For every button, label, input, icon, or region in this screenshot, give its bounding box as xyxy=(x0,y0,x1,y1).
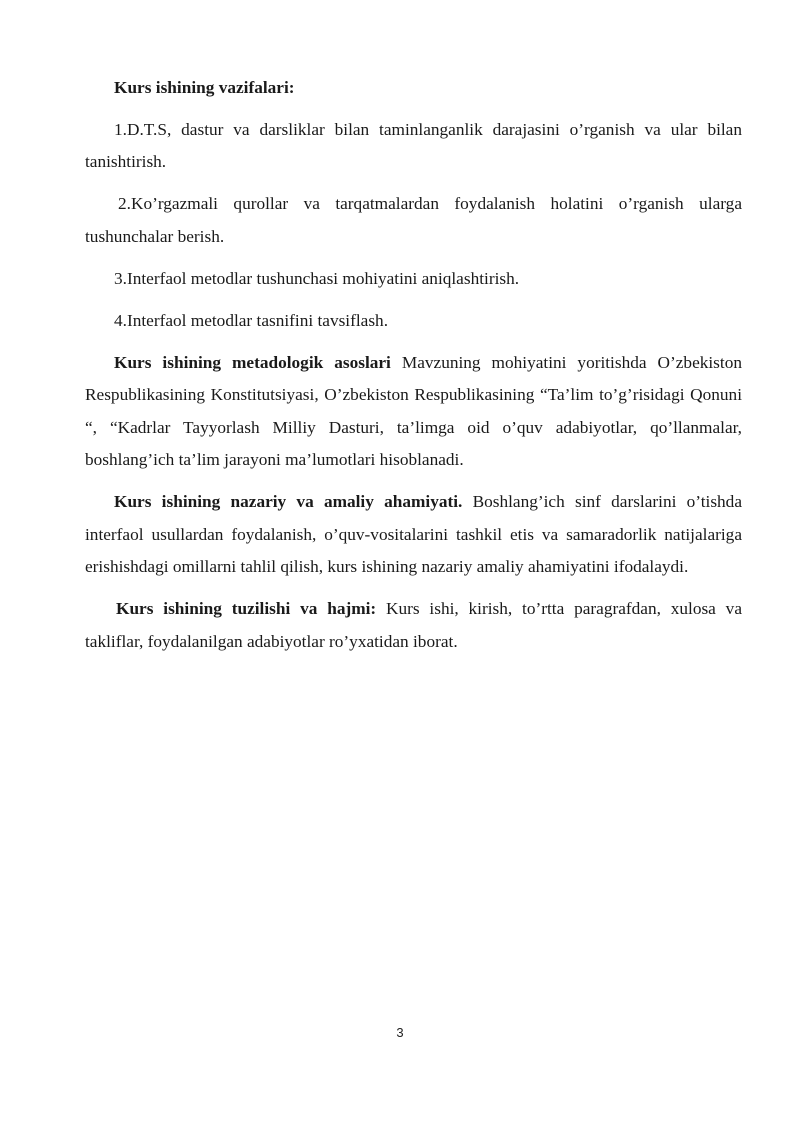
tasks-heading: Kurs ishining vazifalari: xyxy=(114,78,295,97)
task-item-3: 3.Interfaol metodlar tushunchasi mohiyatini aniqlashtirish. xyxy=(114,268,520,288)
significance-text: Boshlang’ich sinf darslarini o’tishda interfaol usullardan foydalanish, o’quv-vositalarini tashkil etis va samaradorlik natijalariga erishishdagi omillarni tahlil qilish, kurs ishining nazariy amaliy ahamiyatini ifodalaydi. xyxy=(85,492,742,576)
task-item-4: 4.Interfaol metodlar tasnifini tavsiflash. xyxy=(114,310,389,330)
task-item-2: 2.Ko’rgazmali qurollar va tarqatmalardan foydalanish holatini o’rganish ularga tushunchalar berish. xyxy=(85,194,742,246)
structure-lead: Kurs ishining tuzilishi va hajmi: xyxy=(116,599,377,618)
page-number: 3 xyxy=(396,1025,404,1040)
significance-lead: Kurs ishining nazariy va amaliy ahamiyati. xyxy=(114,492,463,511)
significance-paragraph xyxy=(85,486,742,584)
methodology-lead: Kurs ishining metadologik asoslari xyxy=(114,352,391,372)
methodology-paragraph xyxy=(85,347,742,477)
methodology-text: Mavzuning mohiyatini yoritishda O’zbekiston Respublikasining Konstitutsiyasi, O’zbekiston Respublikasining “Ta’lim to’g’risidagi Qonuni “, “Kadrlar Tayyorlash Milliy Dasturi, ta’limga oid o’quv adabiyotlar, qo’llanmalar, boshlang’ich ta’lim jarayoni ma’lumotlari hisoblanadi. xyxy=(85,352,742,469)
page-content xyxy=(85,72,742,668)
task-item-1: 1.D.T.S, dastur va darsliklar bilan taminlanganlik darajasini o’rganish va ular bilan tanishtirish. xyxy=(85,119,742,171)
structure-paragraph xyxy=(85,593,742,658)
structure-text: Kurs ishi, kirish, to’rtta paragrafdan, xulosa va takliflar, foydalanilgan adabiyotlar ro’yxatidan iborat. xyxy=(85,599,742,651)
